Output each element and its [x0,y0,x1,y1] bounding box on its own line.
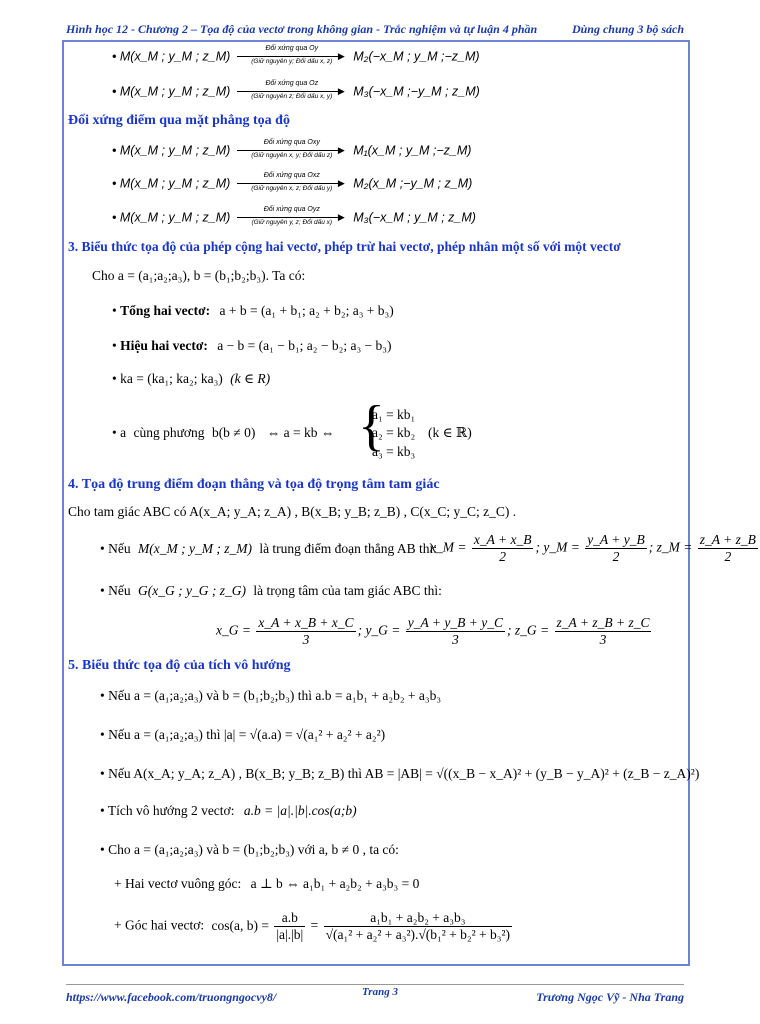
diff-formula: a − b = (a₁ − b₁; a₂ − b₂; a₃ − b₃) [217,338,392,353]
vector-b-def: b = (b₁;b₂;b₃) [193,268,266,283]
centroid-formulas: x_G = $\frac{x\_A + x\_B + x\_C}{3}$ ; y_G = $\frac{y\_A + y\_B + y\_C}{3}$ ; z_G = $\frac{z\_A + z\_B + z\_C}{3}$ [216,615,650,647]
given-line [100,842,399,858]
cen-y-den: 3 [452,632,459,647]
centroid-line [100,583,442,599]
midpoint-formulas: x_M = $\frac{x\_A + x\_B}{2}$ ; y_M = $\frac{y\_A + y\_B}{2}$ ; z_M = $\frac{z\_A + z\_B}{2}$ [430,532,756,564]
plane-symmetry-heading: Đối xứng điểm qua mặt phẳng tọa độ [68,113,290,128]
intro-suffix: . Ta có: [265,268,306,283]
axis-row-src: M(x_M ; y_M ; z_M) [119,49,231,64]
mid-x-fraction [472,532,534,565]
mid-y-fraction [585,532,647,565]
bullet: • [100,688,105,703]
scalar-condition: (k ∈ R) [230,371,271,386]
arrow-bottom-label: (Giữ nguyên x, y; Đổi dấu z) [251,152,333,159]
sec4-intro: Cho tam giác ABC có A(x_A; y_A; z_A) , B(x_B; y_B; z_B) , C(x_C; y_C; z_C) . [68,504,517,519]
bullet: • [112,338,117,353]
angle-line: + Góc hai vectơ: cos(a, b) = $\frac{a.b}{|a|.|b|}$ = $\frac{\text{a₁b₁ + a₂b₂ + a₃b₃}}{\text{√(a₁² + a₂² + a₃²).√(b₁² + b₂² + b₃²)}}$ [114,910,511,942]
footer-rule [66,984,684,985]
axis-row-dst: M₂(−x_M ; y_M ;−z_M) [353,49,480,64]
mid-x-den: 2 [499,549,507,564]
angle-frac1-num: a.b [274,910,305,927]
header-subtitle: Dùng chung 3 bộ sách [571,22,684,36]
bullet: • [100,766,105,781]
plane-row-dst: M₁(x_M ; y_M ;−z_M) [353,143,472,158]
distance-formula: Nếu A(x_A; y_A; z_A) , B(x_B; y_B; z_B) thì AB = |AB| = √((x_B − x_A)² + (y_B − y_A)² + (z_B − z_A)²) [108,766,700,781]
section-4-heading: 4. Tọa độ trung điểm đoạn thẳng và tọa độ trọng tâm tam giác [68,477,440,492]
intro-prefix: Cho [92,268,115,283]
sum-line [112,303,394,319]
arrow-top-label: Đối xứng qua Oyz [263,206,320,213]
cen-y-num: y_A + y_B + y_C [407,615,503,630]
bullet: • [100,803,105,818]
footer-author: Trương Ngọc Vỹ - Nha Trang [536,990,684,1004]
perpendicular-formula: a ⊥ b ⇔ a₁b₁ + a₂b₂ + a₃b₃ = 0 [250,876,420,891]
transform-arrow: Đối xứng qua Oxz ▶ (Giữ nguyên x, z; Đổi dấu y) [237,173,347,195]
axis-row-oz [112,81,480,103]
axis-row-dst: M₃(−x_M ;−y_M ; z_M) [353,84,480,99]
given-text: Cho a = (a₁;a₂;a₃) và b = (b₁;b₂;b₃) với a, b ≠ 0 , ta có: [108,842,399,857]
angle-frac2-num: a₁b₁ + a₂b₂ + a₃b₃ [324,910,512,927]
bullet: • [112,143,117,158]
transform-arrow: Đối xứng qua Oyz ▶ (Giữ nguyên y, z; Đổi dấu x) [237,207,347,229]
arrow-top-label: Đối xứng qua Oxz [263,172,320,179]
cen-y-fraction [406,615,505,648]
dot-definition-line [100,803,357,819]
mid-z-fraction [698,532,758,565]
midpoint-point: M(x_M ; y_M ; z_M) [137,541,252,556]
bullet: • [112,425,117,440]
collinear-line [112,425,334,441]
arrow-bottom-label: (Giữ nguyên y, z; Đổi dấu x) [251,219,333,226]
angle-fraction-2 [324,910,512,943]
mid-y-lhs: y_M = [543,539,580,555]
perpendicular-label: + Hai vectơ vuông góc: [114,876,242,891]
section-3-heading: 3. Biểu thức tọa độ của phép cộng hai vectơ, phép trừ hai vectơ, phép nhân một số với một vectơ [68,239,621,254]
angle-fraction-1 [274,910,305,943]
arrow-top-label: Đối xứng qua Oxy [263,139,320,146]
bullet: • [100,583,105,598]
cen-x-num: x_A + x_B + x_C [258,615,354,630]
mid-x-num: x_A + x_B [473,532,532,547]
bullet: • [112,303,117,318]
axis-row-oy [112,46,480,68]
section-5-heading: 5. Biểu thức tọa độ của tích vô hướng [68,658,291,673]
angle-lhs: cos(a, b) = [211,917,269,933]
collinear-text: cùng phương [133,425,205,440]
transform-arrow: Đối xứng qua Oz ▶ (Giữ nguyên z; Đổi dấu x, y) [237,81,347,103]
plane-row-oxz [112,173,472,195]
bullet: • [112,210,117,225]
length-formula: Nếu a = (a₁;a₂;a₃) thì |a| = √(a.a) = √(a₁² + a₂² + a₂²) [108,727,386,742]
midpoint-prefix: Nếu [108,541,131,556]
cen-z-fraction [555,615,652,648]
mid-z-num: z_A + z_B [699,532,756,547]
arrow-bottom-label: (Giữ nguyên y; Đổi dấu x, z) [251,58,333,65]
sec3-intro [92,268,305,284]
axis-row-src: M(x_M ; y_M ; z_M) [119,84,231,99]
system-eq-3: a₃ = kb₃ [372,444,416,459]
sum-label: Tổng hai vectơ: [120,303,211,318]
mid-y-num: y_A + y_B [587,532,645,547]
midpoint-text: là trung điểm đoạn thẳng AB thì: [259,541,438,556]
bullet: • [112,49,117,64]
dot-product-formula: Nếu a = (a₁;a₂;a₃) và b = (b₁;b₂;b₃) thì a.b = a₁b₁ + a₂b₂ + a₃b₃ [108,688,442,703]
transform-arrow: Đối xứng qua Oy ▶ (Giữ nguyên y; Đổi dấu x, z) [237,46,347,68]
plane-row-oyz [112,207,476,229]
diff-line [112,338,391,354]
system-condition: (k ∈ ℝ) [428,425,472,440]
header-title: Hình học 12 - Chương 2 – Tọa độ của vectơ trong không gian - Trắc nghiệm và tự luận 4 phần [66,22,538,36]
system-brace: { [358,395,385,457]
centroid-point: G(x_G ; y_G ; z_G) [137,583,246,598]
bullet: • [112,176,117,191]
sum-formula: a + b = (a₁ + b₁; a₂ + b₂; a₃ + b₃) [219,303,394,318]
page-number: Trang 3 [362,986,398,998]
angle-frac1-den: |a|.|b| [276,927,304,942]
collinear-equivalence: ⇔ a = kb ⇔ [266,425,335,440]
cen-y-lhs: y_G = [365,622,401,638]
perpendicular-line [114,876,419,892]
collinear-a: a [120,425,127,440]
mid-x-lhs: x_M = [430,539,467,555]
system-eq-2: a₂ = kb₂ [372,425,416,440]
arrow-top-label: Đối xứng qua Oy [265,45,319,52]
dot-definition-label: Tích vô hướng 2 vectơ: [107,803,235,818]
angle-label: + Góc hai vectơ: [114,917,205,933]
plane-row-src: M(x_M ; y_M ; z_M) [119,210,231,225]
diff-label: Hiệu hai vectơ: [120,338,208,353]
plane-row-dst: M₂(x_M ;−y_M ; z_M) [353,176,473,191]
dot-product-line [100,688,441,704]
centroid-prefix: Nếu [108,583,131,598]
transform-arrow: Đối xứng qua Oxy ▶ (Giữ nguyên x, y; Đổi dấu z) [237,140,347,162]
page-footer [66,986,684,1008]
cen-z-lhs: z_G = [514,622,550,638]
cen-x-den: 3 [302,632,310,647]
system-eq-1: a₁ = kb₁ [372,407,416,422]
bullet: • [112,371,117,386]
bullet: • [100,842,105,857]
cen-x-fraction [256,615,355,648]
centroid-text: là trọng tâm của tam giác ABC thì: [253,583,442,598]
bullet: • [112,84,117,99]
arrow-top-label: Đối xứng qua Oz [265,80,319,87]
mid-z-lhs: z_M = [656,539,693,555]
length-line [100,727,385,743]
scalar-formula: ka = (ka₁; ka₂; ka₃) [120,371,223,386]
plane-row-src: M(x_M ; y_M ; z_M) [119,143,231,158]
bullet: • [100,541,105,556]
plane-row-src: M(x_M ; y_M ; z_M) [119,176,231,191]
cen-x-lhs: x_G = [216,622,251,638]
distance-line [100,766,699,782]
arrow-bottom-label: (Giữ nguyên z; Đổi dấu x, y) [251,93,333,100]
bullet: • [100,727,105,742]
dot-definition-formula: a.b = |a|.|b|.cos(a;b) [243,803,357,818]
midpoint-line [100,541,437,557]
mid-z-den: 2 [724,549,732,564]
page-header [66,22,684,38]
cen-z-den: 3 [599,632,607,647]
cen-z-num: z_A + z_B + z_C [556,615,650,630]
angle-frac2-den: √(a₁² + a₂² + a₃²).√(b₁² + b₂² + b₃²) [325,927,511,942]
scalar-line [112,371,270,387]
collinear-b: b(b ≠ 0) [211,425,256,440]
vector-a-def: a = (a₁;a₂;a₃), [117,268,191,283]
plane-row-dst: M₃(−x_M ; y_M ; z_M) [353,210,476,225]
mid-y-den: 2 [612,549,620,564]
arrow-bottom-label: (Giữ nguyên x, z; Đổi dấu y) [251,185,333,192]
footer-link[interactable]: https://www.facebook.com/truongngocvy8/ [66,990,277,1004]
plane-row-oxy [112,140,471,162]
